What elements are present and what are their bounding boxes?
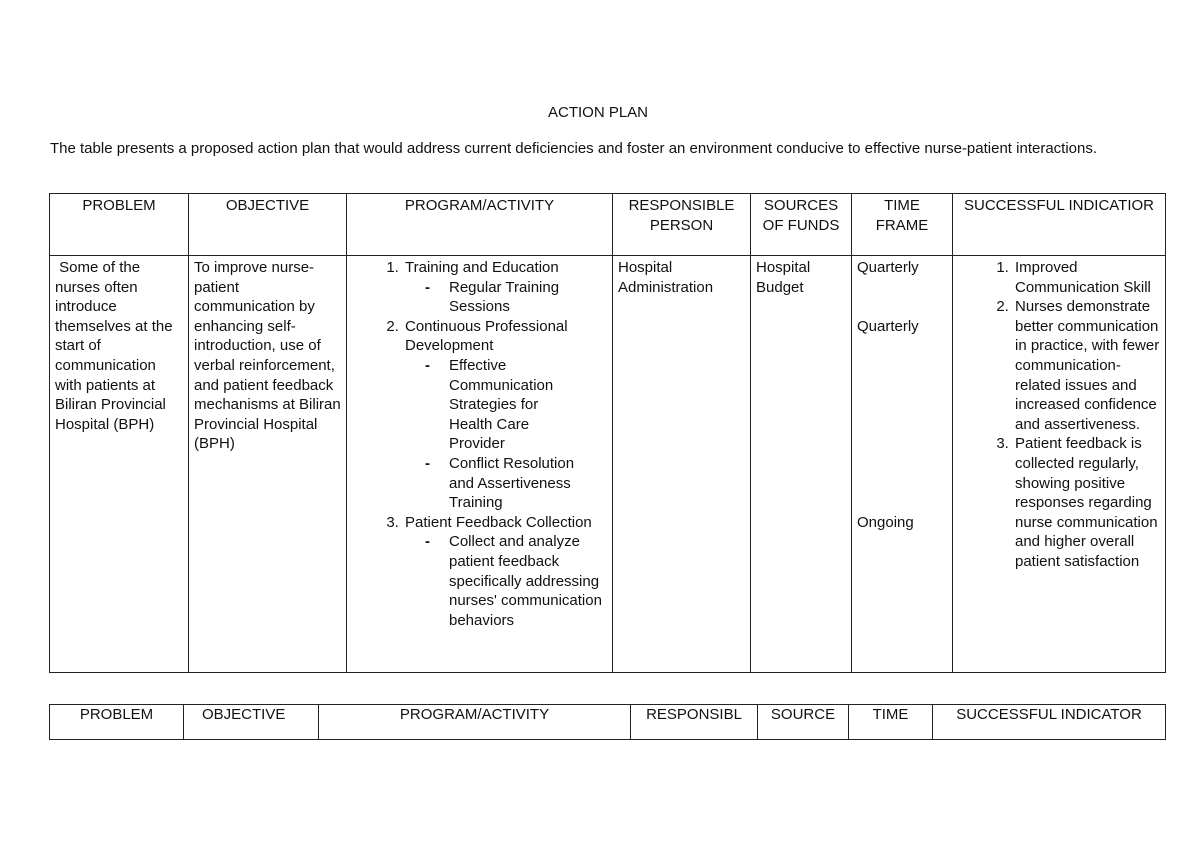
header-objective: OBJECTIVE [184,705,319,740]
program-list [377,258,607,630]
indicator-list [987,258,1160,572]
program-cell [347,256,613,673]
program-subitem: - Regular Training Sessions [447,278,607,317]
header-responsible: RESPONSIBL [631,705,758,740]
objective-cell [189,256,347,673]
header-problem: PROBLEM [50,194,189,256]
responsible-cell [613,256,751,673]
second-action-plan-table [49,704,1166,740]
time-frame-cell [852,256,953,673]
indicator-item: 2. Nurses demonstrate better communication in practice, with fewer communication-related issues and increased confidence and assertiveness. [1013,297,1160,434]
table-row [50,256,1166,673]
indicator-cell [953,256,1166,673]
problem-text: Some of the nurses often introduce themselves at the start of communication with patients at Biliran Provincial Hospital (BPH) [55,259,177,433]
program-subitem: - Conflict Resolution and Assertiveness Training [447,454,577,513]
responsible-text: Hospital Administration [618,259,714,296]
problem-cell [50,256,189,673]
header-time-frame: TIME FRAME [852,194,953,256]
time-frame-value: Quarterly [857,259,919,276]
header-time: TIME [849,705,933,740]
header-program-activity: PROGRAM/ACTIVITY [319,705,631,740]
table-header-row [50,705,1166,740]
program-item [403,258,607,317]
program-sublist [405,532,607,630]
header-source: SOURCE [758,705,849,740]
funds-cell [751,256,852,673]
program-item-label: Continuous Professional Development [405,317,568,355]
program-subitem: - Collect and analyze patient feedback specifically addressing nurses' communication behaviors [447,532,607,630]
indicator-item: 3. Patient feedback is collected regularly, showing positive responses regarding nurse communication and higher overall patient satisfaction [1013,434,1160,571]
header-responsible-person: RESPONSIBLE PERSON [613,194,751,256]
action-plan-table [49,193,1166,673]
program-sublist [405,356,607,513]
program-item [403,513,607,631]
funds-text: Hospital Budget [756,259,811,296]
program-sublist [405,278,607,317]
program-item-label: Patient Feedback Collection [405,513,592,531]
header-sources-of-funds: SOURCES OF FUNDS [751,194,852,256]
document-title: ACTION PLAN [547,104,649,121]
time-frame-value: Ongoing [857,514,914,532]
table-header-row [50,194,1166,256]
header-program-activity: PROGRAM/ACTIVITY [347,194,613,256]
indicator-item: 1. Improved Communication Skill [1013,258,1160,297]
header-problem: PROBLEM [50,705,184,740]
header-objective: OBJECTIVE [189,194,347,256]
header-successful-indicator: SUCCESSFUL INDICATIOR [953,194,1166,256]
objective-text: To improve nurse-patient communication by enhancing self-introduction, use of verbal reinforcement, and patient feedback mechanisms at Biliran Provincial Hospital (BPH) [194,259,341,453]
time-frame-value: Quarterly [857,317,919,335]
program-subitem: - Effective Communication Strategies for Health Care Provider [447,356,577,454]
program-item-label: Training and Education [405,259,559,276]
header-successful-indicator: SUCCESSFUL INDICATOR [933,705,1166,740]
program-item [403,317,607,513]
intro-paragraph: The table presents a proposed action plan that would address current deficiencies and foster an environment conducive to effective nurse-patient interactions. [50,140,1098,157]
